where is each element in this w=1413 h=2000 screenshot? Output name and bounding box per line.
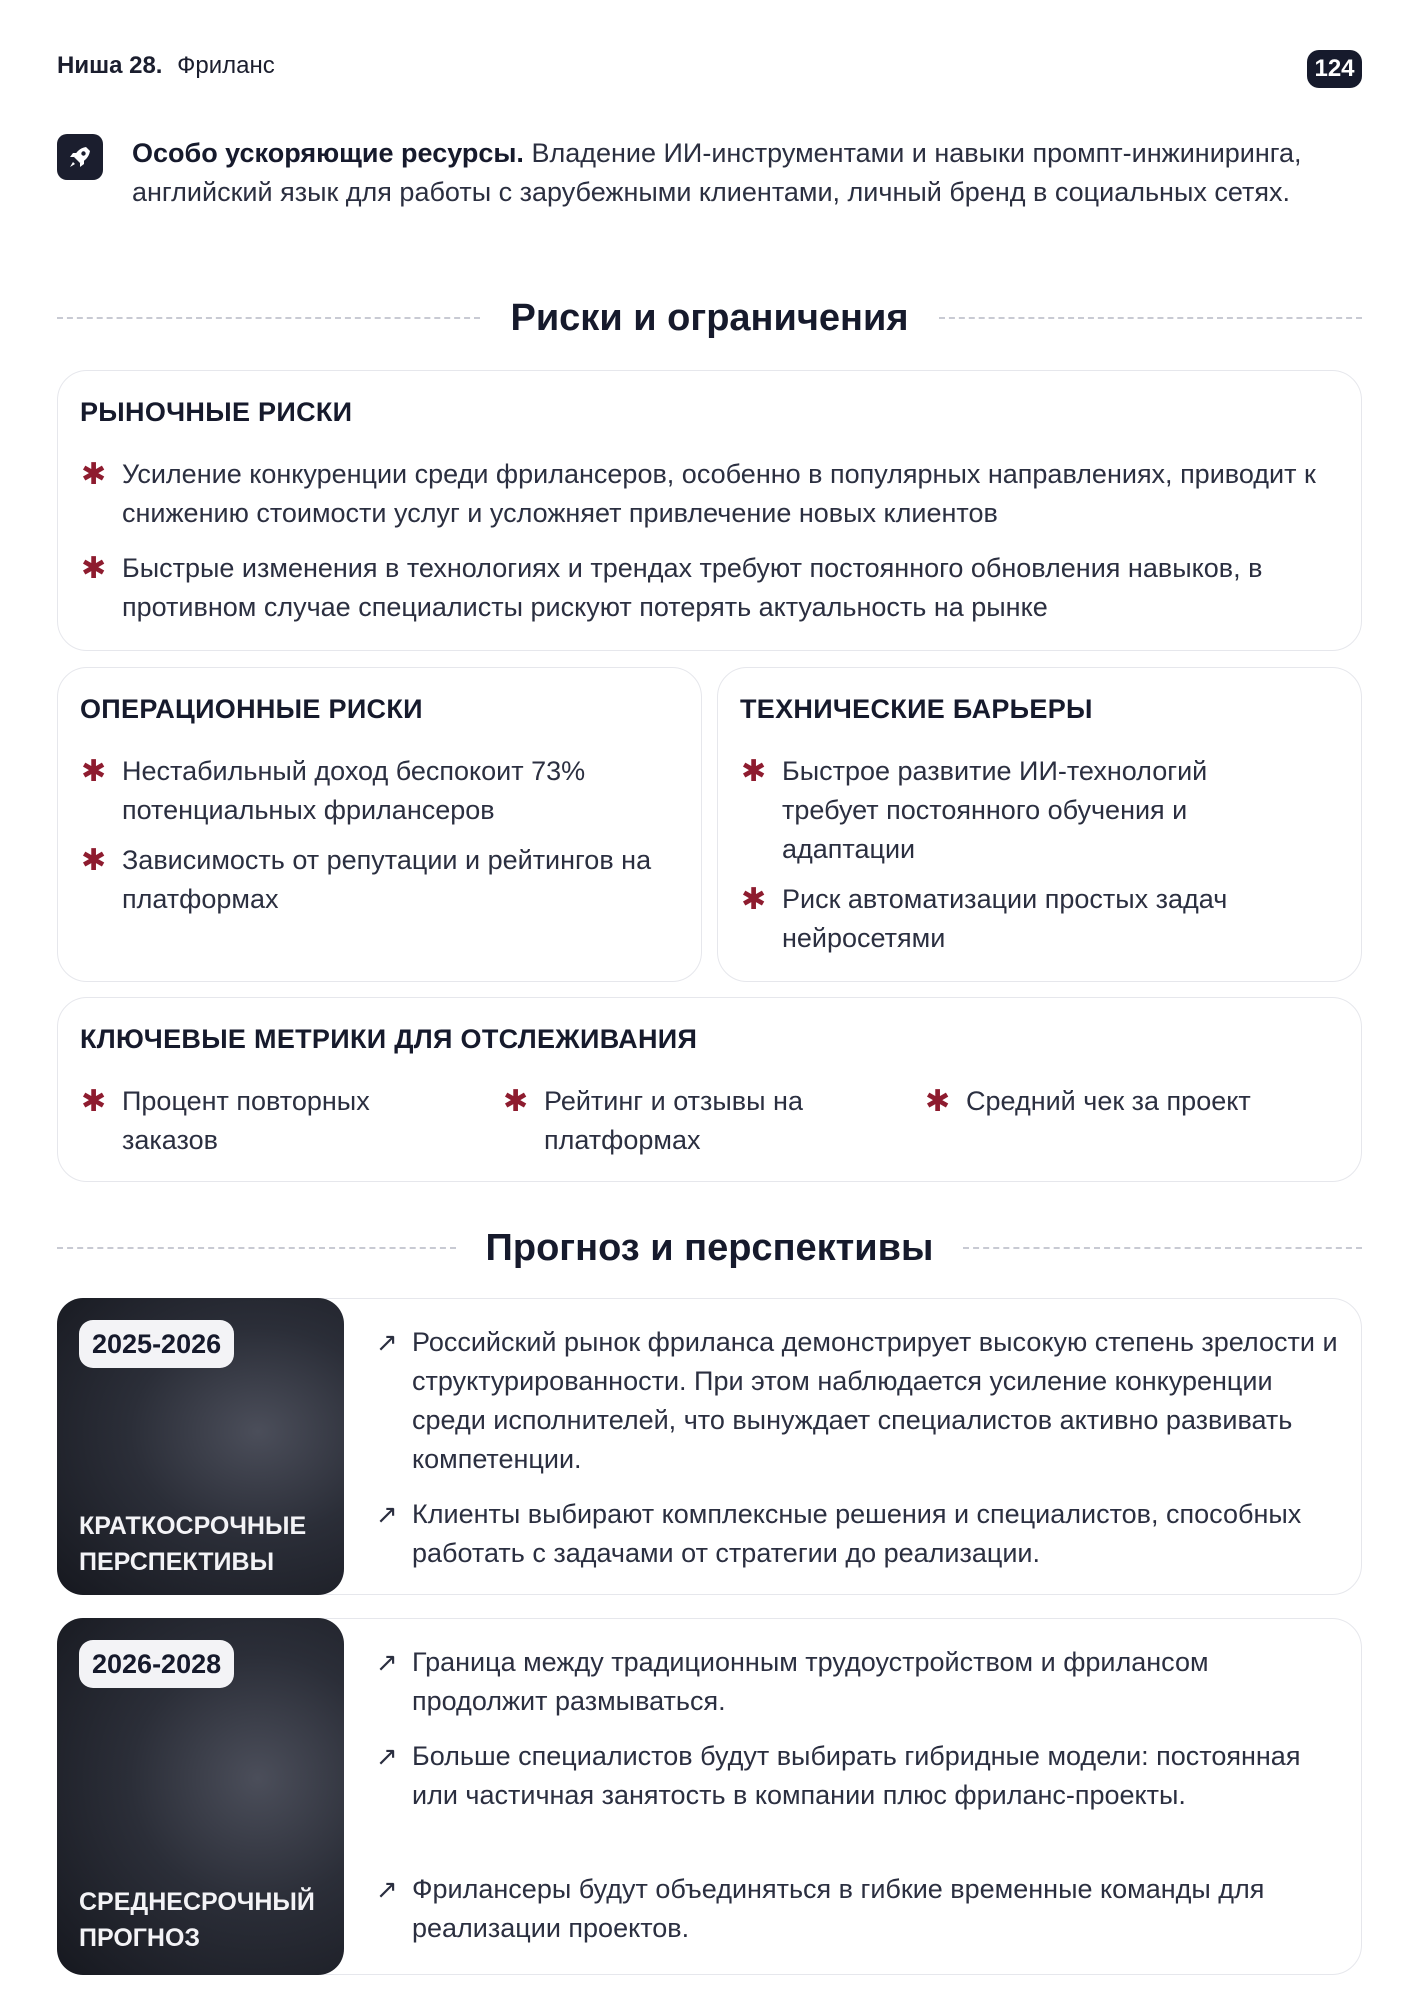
divider [963,1247,1362,1249]
asterisk-icon: ✱ [741,755,767,788]
niche-number: Ниша 28. [57,52,163,79]
key-metrics-card [57,997,1362,1182]
arrow-up-right-icon: ↗ [376,1741,398,1771]
divider [57,317,480,319]
list-item: ↗ Граница между традиционным трудоустройством и фрилансом продолжит размываться. [412,1643,1342,1721]
list-item: ✱ Нестабильный доход беспокоит 73% потенциальных фрилансеров [122,752,612,830]
technical-barriers-card [717,667,1362,982]
technical-barriers-title: ТЕХНИЧЕСКИЕ БАРЬЕРЫ [740,694,1093,724]
page-header [57,52,275,80]
year-range-badge: 2025-2026 [79,1320,234,1368]
list-item: ✱ Средний чек за проект [966,1082,1326,1121]
key-metrics-title: КЛЮЧЕВЫЕ МЕТРИКИ ДЛЯ ОТСЛЕЖИВАНИЯ [80,1024,698,1054]
list-item: ✱ Зависимость от репутации и рейтингов на платформах [122,841,682,919]
operational-risks-title: ОПЕРАЦИОННЫЕ РИСКИ [80,694,423,724]
list-item: ✱ Быстрое развитие ИИ-технологий требует постоянного обучения и адаптации [782,752,1262,869]
list-item: ↗ Больше специалистов будут выбирать гибридные модели: постоянная или частичная занятость в компании плюс фриланс-проекты. [412,1737,1342,1815]
arrow-up-right-icon: ↗ [376,1647,398,1677]
market-risks-title: РЫНОЧНЫЕ РИСКИ [80,397,353,427]
year-range-badge: 2026-2028 [79,1640,234,1688]
asterisk-icon: ✱ [81,755,107,788]
list-item: ✱ Усиление конкуренции среди фрилансеров, особенно в популярных направлениях, приводит к снижению стоимости услуг и усложняет привлечение новых клиентов [122,455,1342,533]
list-item: ↗ Фрилансеры будут объединяться в гибкие временные команды для реализации проектов. [412,1870,1342,1948]
divider [57,1247,456,1249]
forecast-section-header [57,1226,1362,1270]
divider [939,317,1362,319]
accelerating-resources [132,134,1322,212]
list-item: ✱ Риск автоматизации простых задач нейросетями [782,880,1302,958]
asterisk-icon: ✱ [741,883,767,916]
risks-section-header [57,296,1362,340]
list-item: ✱ Быстрые изменения в технологиях и трендах требуют постоянного обновления навыков, в противном случае специалисты рискуют потерять актуальность на рынке [122,549,1342,627]
rocket-icon [57,134,103,180]
arrow-up-right-icon: ↗ [376,1499,398,1529]
operational-risks-card [57,667,702,982]
list-item: ✱ Процент повторных заказов [122,1082,422,1160]
list-item: ✱ Рейтинг и отзывы на платформах [544,1082,844,1160]
arrow-up-right-icon: ↗ [376,1874,398,1904]
arrow-up-right-icon: ↗ [376,1327,398,1357]
asterisk-icon: ✱ [81,552,107,585]
asterisk-icon: ✱ [81,1085,107,1118]
page-number-badge: 124 [1307,50,1362,88]
market-risks-card [57,370,1362,651]
asterisk-icon: ✱ [81,844,107,877]
list-item: ↗ Российский рынок фриланса демонстрирует высокую степень зрелости и структурированности. При этом наблюдается усиление конкуренции среди исполнителей, что вынуждает специалистов активно развивать компетенции. [412,1323,1342,1479]
list-item: ↗ Клиенты выбирают комплексные решения и специалистов, способных работать с задачами от стратегии до реализации. [412,1495,1342,1573]
period-label: СРЕДНЕСРОЧНЫЙ ПРОГНОЗ [79,1888,315,1952]
asterisk-icon: ✱ [925,1085,951,1118]
resources-lead: Особо ускоряющие ресурсы. [132,138,524,168]
niche-topic: Фриланс [177,52,275,79]
medium-term-period-block [57,1618,344,1975]
asterisk-icon: ✱ [81,458,107,491]
risks-title: Риски и ограничения [510,296,909,339]
period-label: КРАТКОСРОЧНЫЕ ПЕРСПЕКТИВЫ [79,1512,307,1576]
asterisk-icon: ✱ [503,1085,529,1118]
short-term-period-block [57,1298,344,1595]
forecast-title: Прогноз и перспективы [485,1226,934,1269]
resources-text: Владение ИИ-инструментами и навыки промпт-инжиниринга, английский язык для работы с зарубежными клиентами, личный бренд в социальных сетях. [132,138,1302,207]
